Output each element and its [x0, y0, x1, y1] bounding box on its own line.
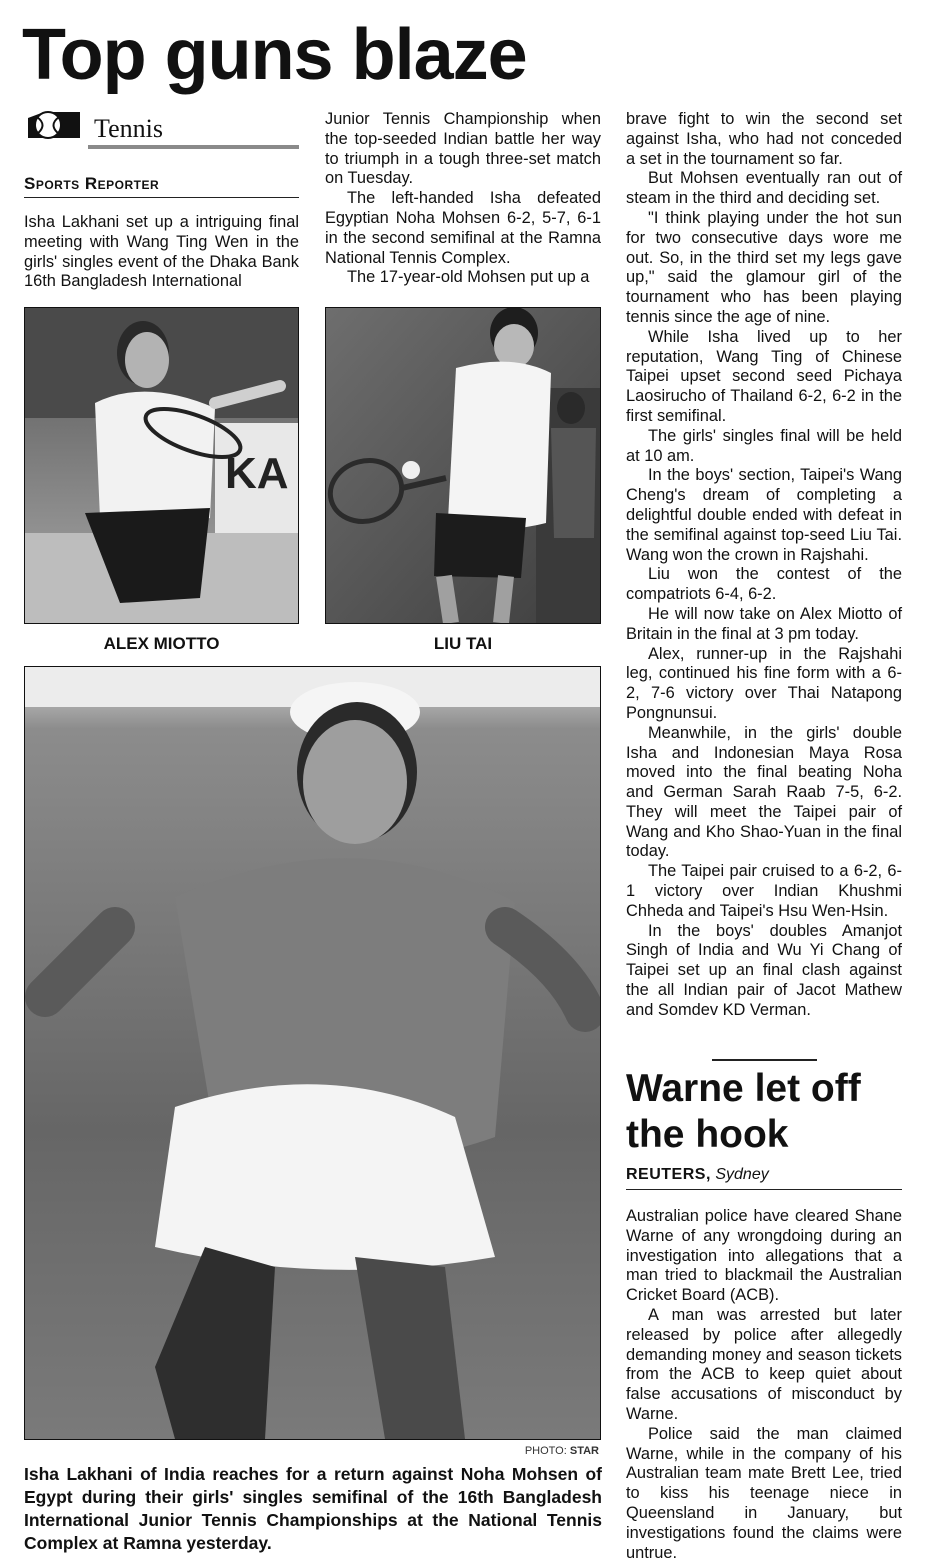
paragraph: The 17-year-old Mohsen put up a	[347, 268, 590, 287]
story-divider	[712, 1059, 817, 1061]
paragraph: brave fight to win the second set against Isha, who had not conceded a set in the tournament so far.	[626, 110, 902, 168]
photo-caption: ALEX MIOTTO	[103, 634, 220, 653]
paragraph: Junior Tennis Championship when the top-seeded Indian battle her way to triumph in a tough three-set match on Tuesday.	[325, 110, 601, 188]
tennis-player-image	[25, 308, 298, 623]
photo-caption: LIU TAI	[433, 634, 493, 653]
paragraph: The girls' singles final will be held at 10 am.	[626, 426, 902, 465]
byline: Sports Reporter	[24, 174, 299, 198]
photo-caption-long: Isha Lakhani of India reaches for a return against Noha Mohsen of Egypt during their girls' singles semifinal of the 16th Bangladesh International Junior Tennis Championships at the National Tennis Complex at Ramna yesterday.	[24, 1464, 602, 1553]
paragraph: In the boys' doubles Amanjot Singh of India and Wu Yi Chang of Taipei set up an final clash against the all Indian pair of Jacot Mathew and Somdev KD Verman.	[626, 921, 902, 1019]
photo-credit	[400, 1445, 599, 1457]
tennis-ball-icon	[22, 108, 82, 142]
paragraph: In the boys' section, Taipei's Wang Cheng's dream of completing a delightful double ended with defeat in the semifinal against top-seed Liu Tai. Wang won the crown in Rajshahi.	[626, 466, 902, 564]
section-rule	[88, 145, 299, 149]
paragraph: "I think playing under the hot sun for two consecutive days wore me out. So, in the third set my legs gave up," said the glamour girl of the tournament who has been playing tennis since the age of nine.	[626, 208, 902, 326]
paragraph: But Mohsen eventually ran out of steam in the third and deciding set.	[626, 169, 902, 208]
byline-place: Sydney	[715, 1166, 769, 1183]
paragraph: While Isha lived up to her reputation, Wang Ting of Chinese Taipei upset second seed Pichaya Laosirucho of Thailand 6-2, 6-2 in the first semifinal.	[626, 327, 902, 425]
page-headline: Top guns blaze	[22, 15, 527, 95]
credit-source: STAR	[569, 1445, 599, 1457]
svg-text:KA: KA	[225, 449, 289, 498]
credit-prefix: PHOTO:	[524, 1445, 570, 1457]
paragraph: Australian police have cleared Shane Warne of any wrongdoing during an investigation into allegations that a man tried to blackmail the Australian Cricket Board (ACB).	[626, 1207, 902, 1305]
article-column-1	[24, 213, 299, 292]
paragraph: He will now take on Alex Miotto of Britain in the final at 3 pm today.	[626, 604, 902, 643]
tennis-player-image	[25, 667, 600, 1439]
paragraph: Isha Lakhani set up a intriguing final meeting with Wang Ting Wen in the girls' singles event of the Dhaka Bank 16th Bangladesh International	[24, 213, 299, 291]
article-column-3	[626, 110, 902, 1021]
paragraph: Meanwhile, in the girls' double Isha and Indonesian Maya Rosa moved into the final beating Noha and German Sarah Raab 7-5, 6-2. They will meet the Taipei pair of Wang and Kho Shao-Yuan in the final today.	[626, 723, 902, 861]
paragraph: Alex, runner-up in the Rajshahi leg, continued his fine form with a 6-2, 7-6 victory over Thai Natapong Pongnunsui.	[626, 644, 902, 722]
story2-headline: Warne let off the hook	[626, 1067, 861, 1156]
paragraph: A man was arrested but later released by police after allegedly demanding money and season tickets from the ACB to keep quiet about false accusations of misconduct by Warne.	[626, 1305, 902, 1423]
byline-agency: REUTERS,	[626, 1166, 711, 1183]
photo-isha-lakhani	[24, 666, 601, 1440]
tennis-player-image	[326, 308, 600, 623]
paragraph: Liu won the contest of the compatriots 6-4, 6-2.	[626, 565, 902, 604]
paragraph: The Taipei pair cruised to a 6-2, 6-1 victory over Indian Khushmi Chheda and Taipei's Hsu Wen-Hsin.	[626, 862, 902, 920]
section-header	[22, 104, 299, 150]
paragraph: The left-handed Isha defeated Egyptian Noha Mohsen 6-2, 5-7, 6-1 in the second semifinal at the Ramna National Tennis Complex.	[325, 189, 601, 267]
photo-liu-tai	[325, 307, 601, 624]
article-column-2	[325, 110, 601, 288]
story2-byline	[626, 1166, 902, 1190]
section-label: Tennis	[94, 114, 163, 143]
photo-alex-miotto	[24, 307, 299, 624]
story2-body	[626, 1207, 902, 1563]
paragraph: Police said the man claimed Warne, while in the company of his Australian team mate Brett Lee, tried to kiss his teenage niece in Queensland in January, but investigations found the claims were untrue.	[626, 1424, 902, 1562]
